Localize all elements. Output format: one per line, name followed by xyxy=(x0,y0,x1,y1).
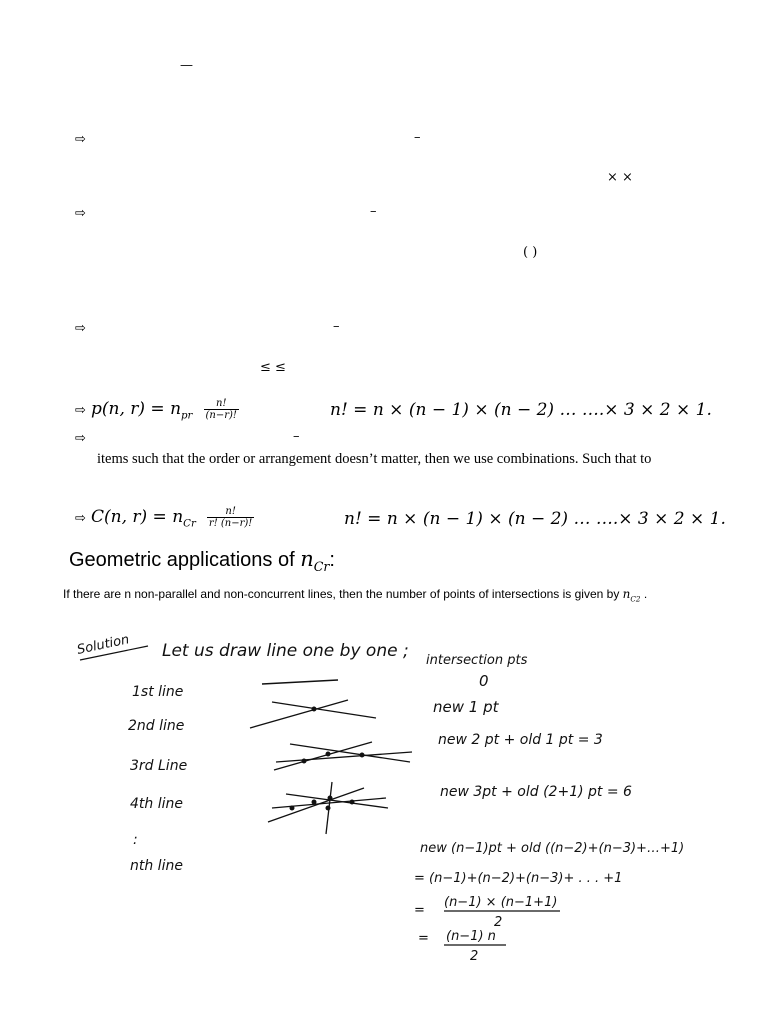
paren-fragment: ( ) xyxy=(523,245,538,260)
statement-math: n xyxy=(622,587,631,601)
dash-fragment: — xyxy=(180,58,193,73)
heading-colon: : xyxy=(329,549,335,571)
intersection-dot xyxy=(360,753,365,758)
step-2-denominator: 2 xyxy=(494,915,503,930)
dash-fragment: – xyxy=(414,130,421,145)
arrow-icon: ⇨ xyxy=(75,321,86,336)
row-label: 2nd line xyxy=(128,718,185,734)
handwritten-solution xyxy=(0,612,768,972)
intersection-dot xyxy=(328,796,333,801)
step-3-denominator: 2 xyxy=(470,949,479,964)
dash-fragment: – xyxy=(333,319,340,334)
statement-end: . xyxy=(643,587,648,601)
fraction-numerator: n! xyxy=(204,398,239,410)
solution-label: Solution xyxy=(75,632,131,658)
heading-math: n xyxy=(300,547,314,571)
nth-line-label: nth line xyxy=(130,858,183,874)
row-label: 4th line xyxy=(130,796,183,812)
combination-formula xyxy=(75,506,260,529)
row-label: 1st line xyxy=(132,684,184,700)
step-1: = (n−1)+(n−2)+(n−3)+ . . . +1 xyxy=(414,871,623,886)
combination-fraction xyxy=(207,506,254,529)
factorial-definition: n! = n × (n − 1) × (n − 2) … ….× 3 × 2 × 1. xyxy=(330,400,712,420)
combination-subscript: Cr xyxy=(183,518,196,530)
arrow-icon: ⇨ xyxy=(75,403,86,418)
statement-subscript: C2 xyxy=(630,594,641,604)
combination-lhs: C(n, r) = n xyxy=(91,507,184,527)
permutation-fraction xyxy=(204,398,239,421)
arrow-icon: ⇨ xyxy=(75,431,86,446)
intersection-dot xyxy=(290,806,295,811)
arrow-icon: ⇨ xyxy=(75,132,86,147)
dash-fragment: – xyxy=(293,429,300,444)
fraction-denominator: (n−r)! xyxy=(205,410,237,421)
intersection-statement xyxy=(63,587,647,603)
leq-fragment: ≤ ≤ xyxy=(260,360,286,375)
permutation-formula xyxy=(75,398,245,421)
row-count: new 2 pt + old 1 pt = 3 xyxy=(438,732,603,748)
times-fragment: × × xyxy=(607,170,633,185)
heading-subscript: Cr xyxy=(313,559,330,575)
dash-fragment: – xyxy=(370,204,377,219)
row-count: new 1 pt xyxy=(433,698,499,716)
fraction-denominator: r! (n−r)! xyxy=(208,518,253,529)
arrow-icon: ⇨ xyxy=(75,511,86,526)
vertical-dots: : xyxy=(133,832,138,848)
permutation-lhs: p(n, r) = n xyxy=(91,399,182,419)
intersection-dot xyxy=(312,707,317,712)
fraction-numerator: n! xyxy=(207,506,254,518)
statement-text: If there are n non-parallel and non-concurrent lines, then the number of points of intersections is given by xyxy=(63,587,620,601)
section-heading xyxy=(69,547,335,574)
factorial-definition: n! = n × (n − 1) × (n − 2) … ….× 3 × 2 × 1. xyxy=(344,509,726,529)
line-a xyxy=(250,700,348,728)
equals-sign: = xyxy=(418,931,429,946)
row-label: 3rd Line xyxy=(130,758,188,774)
heading-text: Geometric applications of xyxy=(69,549,295,571)
permutation-subscript: pr xyxy=(181,410,193,422)
combination-description: items such that the order or arrangement doesn’t matter, then we use combinations. Such that to xyxy=(97,451,652,467)
line-b xyxy=(272,702,376,718)
step-2-numerator: (n−1) × (n−1+1) xyxy=(444,895,558,910)
intersection-dot xyxy=(302,759,307,764)
line-1 xyxy=(262,680,338,684)
equals-sign: = xyxy=(414,903,425,918)
intersection-dot xyxy=(326,806,331,811)
intro-text: Let us draw line one by one ; xyxy=(162,641,409,661)
first-count: 0 xyxy=(479,672,489,690)
arrow-icon: ⇨ xyxy=(75,206,86,221)
intersection-dot xyxy=(326,752,331,757)
line-a xyxy=(268,788,364,822)
general-term: new (n−1)pt + old ((n−2)+(n−3)+…+1) xyxy=(420,841,685,856)
line-c xyxy=(276,752,412,762)
row-count: new 3pt + old (2+1) pt = 6 xyxy=(440,784,632,800)
intersection-dot xyxy=(312,800,317,805)
intersection-dot xyxy=(350,800,355,805)
column-header: intersection pts xyxy=(426,653,528,668)
step-3-numerator: (n−1) n xyxy=(446,929,496,944)
